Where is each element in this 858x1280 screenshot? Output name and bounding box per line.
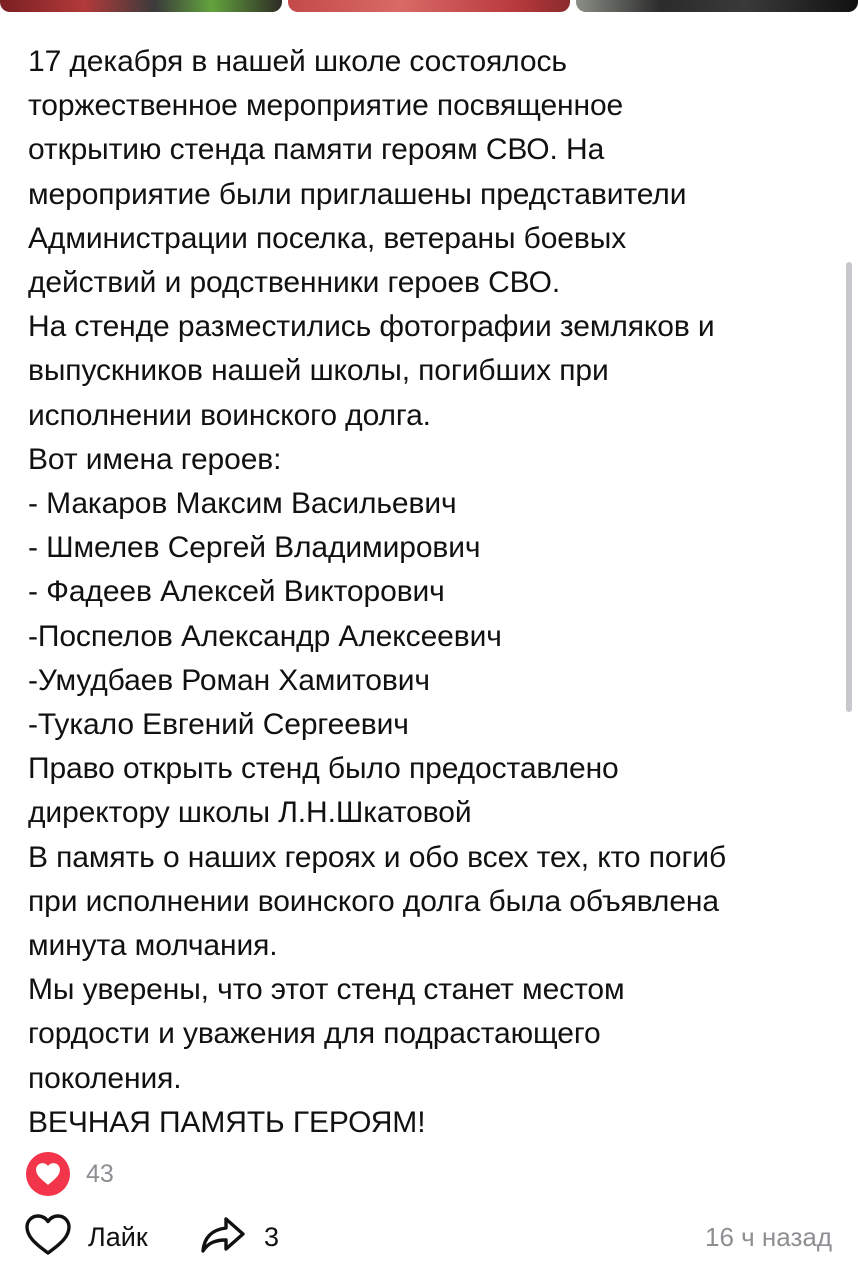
heart-filled-icon: [26, 1152, 70, 1196]
scrollbar[interactable]: [846, 262, 852, 712]
attached-photos-strip: [0, 0, 858, 12]
reactions-summary[interactable]: [26, 1151, 114, 1197]
reactions-count: 43: [86, 1159, 114, 1188]
share-button[interactable]: [200, 1212, 279, 1262]
attached-photo[interactable]: [576, 0, 858, 12]
heart-outline-icon: [24, 1213, 72, 1262]
share-arrow-icon: [200, 1215, 246, 1260]
share-count: 3: [264, 1221, 280, 1252]
like-label: Лайк: [88, 1221, 148, 1252]
attached-photo[interactable]: [288, 0, 570, 12]
post-timestamp: 16 ч назад: [705, 1222, 832, 1252]
like-button[interactable]: [24, 1212, 148, 1262]
post-text: 17 декабря в нашей школе состоялось торжественное мероприятие посвященное открытию стенда памяти героям СВО. На мероприятие были приглашены представители Администрации поселка, ветераны боевых действий и родственники героев СВО. На стенде разместились фотографии земляков и выпускников нашей школы, погибших при исполнении воинского долга. Вот имена героев: - Макаров Максим Васильевич - Шмелев Сергей Владимирович - Фадеев Алексей Викторович -Поспелов Александр Алексеевич -Умудбаев Роман Хамитович -Тукало Евгений Сергеевич Право открыть стенд было предоставлено директору школы Л.Н.Шкатовой В память о наших героях и обо всех тех, кто погиб при исполнении воинского долга была объявлена минута молчания. Мы уверены, что этот стенд станет местом гордости и уважения для подрастающего поколения. ВЕЧНАЯ ПАМЯТЬ ГЕРОЯМ!: [28, 45, 727, 1139]
attached-photo[interactable]: [0, 0, 282, 12]
post-actions-bar: [24, 1212, 834, 1262]
